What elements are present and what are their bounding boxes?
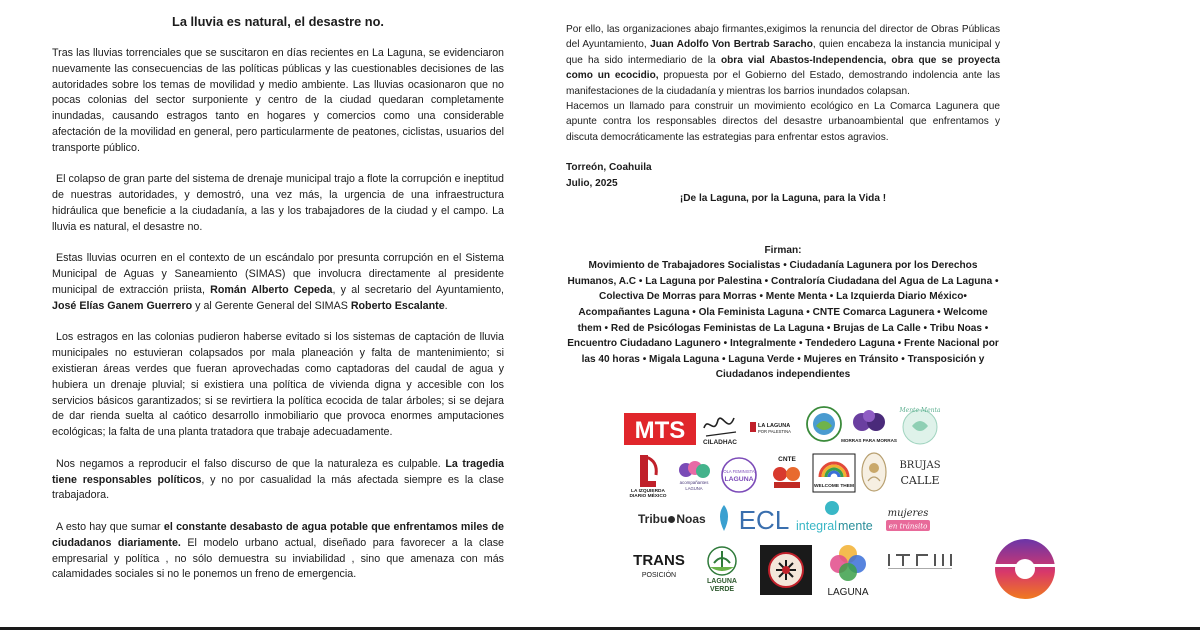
acompanantes-laguna-logo (676, 458, 712, 492)
laguna-verde-line1: LAGUNA (707, 578, 737, 585)
r1-text-c: , quien encabeza la instancia municipal y que ha sido intermediario de la (566, 39, 1000, 66)
izquierda-line2: DIARIO MÉXICO (629, 494, 667, 499)
cnte-logo (766, 452, 808, 494)
right-column (566, 22, 1000, 383)
morras-para-morras-logo (841, 406, 897, 446)
mts-logo (624, 413, 696, 445)
ciladhac-text: CILADHAC (703, 439, 737, 446)
morras-text: MORRAS PARA MORRAS (841, 438, 897, 443)
trans-sub: POSICIÓN (641, 572, 677, 579)
p6-text-a: A esto hay que sumar (56, 520, 164, 533)
right-paragraph-1 (566, 22, 1000, 99)
p3-text-e: . (444, 299, 448, 312)
p3-text-a: Estas lluvias ocurren en el contexto de un escándalo por presunta corrupción en el Sistema Municipal de Aguas y Saneamiento (SIMAS) que involucra directamente al presidente municipal de extracción priista, (52, 252, 504, 296)
mts-logo-text: MTS (634, 417, 686, 444)
palestina-line2: POR PALESTINA (758, 429, 791, 434)
slogan: ¡De la Laguna, por la Laguna, para la Vida ! (679, 193, 887, 205)
p6-bold: el constante desabasto de agua potable que enfrentamos miles de ciudadanos diariamente. (52, 520, 505, 549)
tribu-dot-icon (668, 516, 675, 523)
ciladhac-logo (698, 410, 742, 446)
frente-40-horas-logo (886, 550, 958, 576)
transposicion-logo (620, 549, 698, 581)
p6-text-c: El modelo urbano actual, diseñado para favorecer a la clase empresarial y política , no sólo demuestra su inviabilidad , sino que amenaza con más calamidades sociales si no le ponemos un freno de emergencia. (52, 536, 504, 581)
brujas-line1: BRUJAS (899, 460, 941, 471)
paragraph-5 (52, 457, 504, 504)
right-paragraph-2: Hacemos un llamado para construir un movimiento ecológico en La Comarca Lagunera que apunte contra los responsables directos del desastre urbanoambiental que enfrentamos y discuta democráticamente las estrategias para enfrentar estos agravios. (566, 101, 1000, 143)
palestina-line1: LA LAGUNA (758, 423, 791, 429)
red-psicologas-logo (860, 451, 888, 493)
migala-laguna-logo (760, 545, 812, 595)
izquierda-line1: LA IZQUIERDA (631, 489, 665, 494)
brujas-de-la-calle-logo (896, 455, 944, 489)
document-title: La lluvia es natural, el desastre no. (172, 14, 384, 29)
mente-menta-logo (898, 404, 942, 446)
p3-name-secretary: José Elías Ganem Guerrero (52, 299, 193, 312)
signatories-title: Firman: (764, 244, 802, 256)
integralmente-a: integral (796, 519, 837, 533)
p3-text-c: , y al secretario del Ayuntamiento, (332, 283, 504, 296)
integralmente-b: mente (838, 519, 873, 533)
laguna-logo (824, 542, 872, 598)
paragraph-4: Los estragos en las colonias pudieron haberse evitado si los sistemas de captación de lluvia municipales no estuvieran colapsados por mala planeación y falta de mantenimiento; si existieran áreas verdes que fueran aprovechadas como captadoras del caudal de agua y hubiera un drenaje pluvial; si existiera una política de vivienda digna y accesible con los servicios básicos garantizados; si se revirtiera la política ecocida de talar árboles; si se dejara de dar rienda suelta al caótico desarrollo inmobiliario que provoca enormes amputaciones ecológicas; la falta de una planta tratadora que trabaje adecuadamente. (52, 331, 504, 439)
acompanantes-text: acompañantes (679, 480, 709, 485)
laguna-text: LAGUNA (827, 587, 869, 598)
laguna-verde-logo (704, 545, 740, 593)
signatories-list: Movimiento de Trabajadores Socialistas • Ciudadanía Lagunera por los Derechos Humanos, A.C • La Laguna por Palestina • Contraloría Ciudadana del Agua de La Laguna • Colectiva De Morras para Morras • Mente Menta • La Izquierda Diario México• Acompañantes Laguna • Ola Feminista Laguna • CNTE Comarca Lagunera • Welcome them • Red de Psicólogas Feministas de La Laguna • Brujas de La Calle • Tribu Noas • Encuentro Ciudadano Lagunero • Integralmente • Tendedero Laguna • Frente Nacional por las 40 horas • Migala Laguna • Laguna Verde • Mujeres en Tránsito • Transposición y Ciudadanos independientes (567, 260, 999, 381)
mujeres-line1: mujeres (887, 508, 929, 519)
cnte-text: CNTE (778, 456, 796, 463)
ecl-logo (714, 501, 790, 537)
r1-director-name: Juan Adolfo Von Bertrab Saracho (650, 39, 813, 51)
r1-text-a: Por ello, las organizaciones abajo firmantes,exigimos la renuncia del director de Obras Públicas del Ayuntamiento, (566, 24, 1000, 51)
welcome-text: WELCOME THEM (814, 484, 854, 489)
p3-text-d: y al Gerente General del SIMAS (192, 299, 351, 312)
p3-name-mayor: Román Alberto Cepeda (210, 283, 333, 296)
welcome-them-logo (812, 453, 856, 493)
p5-text-a: Nos negamos a reproducir el falso discurso de que la naturaleza es culpable. (56, 457, 446, 470)
ola-line2: LAGUNA (724, 476, 754, 483)
noas-text: Noas (676, 512, 706, 526)
la-laguna-palestina-logo (748, 418, 794, 436)
tribu-text: Tribu (638, 512, 668, 526)
r1-text-e: propuesta por el Gobierno del Estado, demostrando indolencia ante las manifestaciones de la ciudadanía y mientras los barrios inundados colapsan. (566, 70, 1000, 97)
paragraph-6 (52, 520, 504, 583)
ola-line1: OLA FEMINISTA (723, 469, 755, 474)
paragraph-3 (52, 251, 504, 314)
trans-text: TRANS (633, 552, 685, 569)
mujeres-ring-logo (994, 538, 1056, 600)
p3-name-manager: Roberto Escalante (350, 299, 445, 312)
date: Julio, 2025 (566, 177, 618, 189)
mente-menta-text: Mente Menta (899, 407, 941, 414)
ecl-text: ECL (738, 505, 790, 535)
p5-bold: La tragedia tiene responsables políticos (52, 457, 504, 486)
mujeres-line2: en tránsito (888, 522, 928, 531)
left-column (52, 14, 504, 599)
laguna-verde-line2: VERDE (709, 586, 735, 593)
place: Torreón, Coahuila (566, 162, 652, 174)
brujas-line2: CALLE (900, 474, 940, 487)
acompanantes-sub: LAGUNA (685, 486, 703, 491)
r1-obra-vial: obra vial Abastos-Independencia, obra que se proyecta como un ecocidio, (566, 54, 1000, 82)
la-izquierda-diario-logo (626, 451, 670, 497)
paragraph-2: El colapso de gran parte del sistema de drenaje municipal trajo a flote la corrupción e ineptitud de nuestras autoridades, y demostró, una vez más, la urgencia de una infraestructura hidráulica que beneficie a la ciudadanía, a las y los trabajadores de la ciudad y el campo. La lluvia es natural, el desastre no. (52, 173, 504, 233)
contraloria-agua-logo (806, 404, 842, 444)
p5-text-c: , y no por casualidad la más afectada siempre es la clase trabajadora. (52, 473, 504, 502)
mujeres-en-transito-logo (880, 503, 936, 535)
paragraph-1: Tras las lluvias torrenciales que se suscitaron en días recientes en La Laguna, se evidenciaron nuevamente las consecuencias de las políticas públicas y las cuestionables decisiones de las autoridades sobre los temas de movilidad y medio ambiente. Las lluvias ocasionaron que no pocas colonias del sector surponiente y centro de la ciudad quedaran completamente inundadas, causando estragos tanto en hogares y comercios como una considerable afectación de la movilidad en general, pero particularmente de peatones, ciclistas, usuarios del transporte público. (52, 47, 504, 154)
ola-feminista-logo (720, 456, 758, 494)
integralmente-logo (794, 499, 872, 535)
tribu-noas-logo (638, 512, 706, 526)
